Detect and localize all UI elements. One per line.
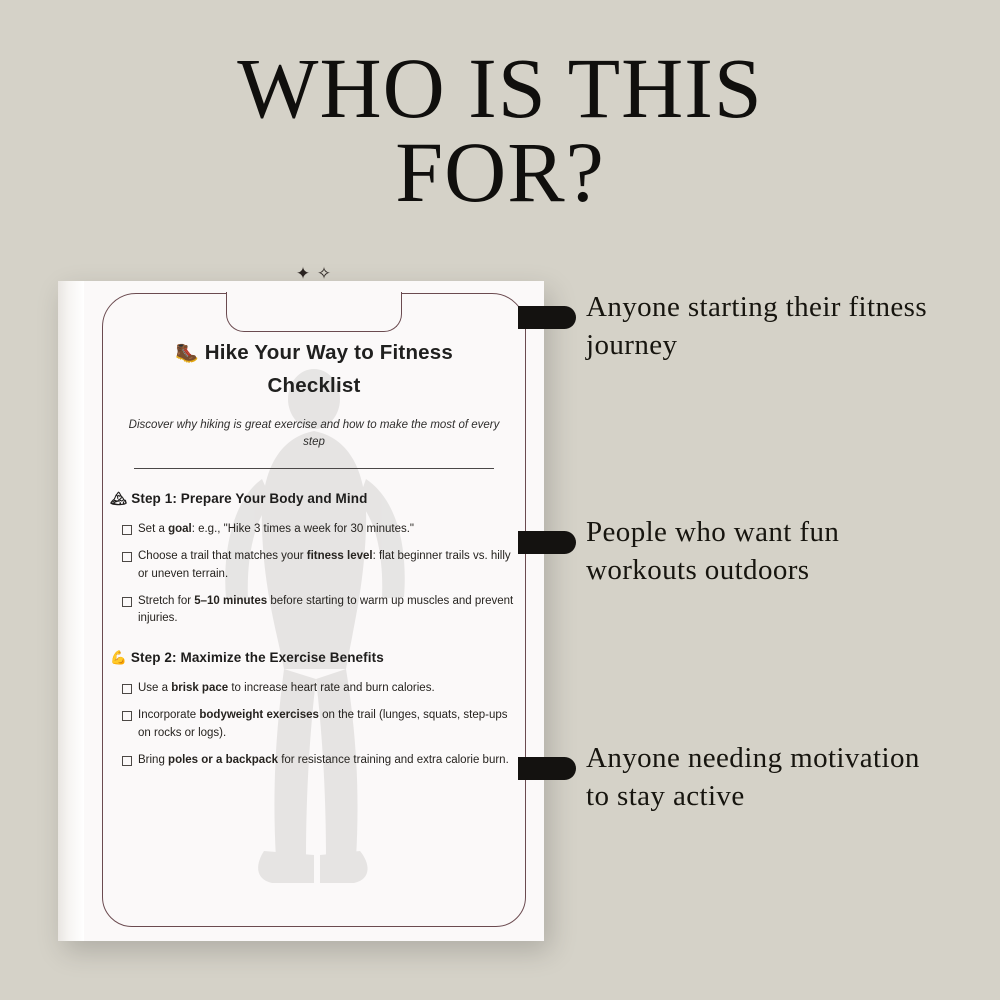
checklist-item[interactable] [110,593,518,629]
page-title-line-1: WHO IS THIS [237,40,763,136]
checklist-book-mockup [58,264,544,941]
checklist-item-text: Choose a trail that matches your fitness level: flat beginner trails vs. hilly or uneven terrain. [138,550,511,580]
page-title [0,40,1000,221]
checkbox-icon[interactable] [122,756,132,766]
hiking-boot-icon: 🥾 [175,343,199,364]
step-heading [110,491,518,507]
callout-connector [518,757,576,780]
checklist-title [110,337,518,403]
flexed-biceps-icon: 💪 [110,650,127,666]
step-heading [110,650,518,666]
checklist-step [110,491,518,628]
checklist-item[interactable] [110,680,518,698]
checklist-step [110,650,518,769]
checklist-item-text: Stretch for 5–10 minutes before starting to warm up muscles and prevent injuries. [138,594,514,625]
book-spine [58,281,85,941]
frame-notch-cover [228,290,401,295]
callout-connector [518,306,576,329]
checkbox-icon[interactable] [122,711,132,721]
checklist-item-text: Use a brisk pace to increase heart rate and burn calories. [138,682,435,695]
callout-text: Anyone starting their fitness journey [586,291,928,362]
checklist-item-text: Incorporate bodyweight exercises on the trail (lunges, squats, step-ups on rocks or logs). [138,709,508,739]
sparkle-icon: ✦ ✧ [295,264,333,283]
checkbox-icon[interactable] [122,525,132,535]
step-items [110,680,518,769]
checklist-item[interactable] [110,548,518,584]
checklist-title-line-1: Hike Your Way to Fitness [204,341,453,364]
checklist-item-text: Set a goal: e.g., "Hike 3 times a week for 30 minutes." [138,523,414,536]
divider [134,468,493,469]
callout-text: People who want fun workouts outdoors [586,516,840,587]
checkbox-icon[interactable] [122,684,132,694]
step-items [110,521,518,628]
mountain-icon: 🏔 [110,491,128,507]
checklist-item[interactable] [110,707,518,743]
checkbox-icon[interactable] [122,552,132,562]
checklist-title-line-2: Checklist [267,373,361,397]
checklist-subtitle: Discover why hiking is great exercise and how to make the most of every step [128,418,500,449]
checklist-item[interactable] [110,752,518,770]
callout-connector [518,531,576,554]
page-title-line-2: FOR? [395,124,605,221]
checklist-item-text: Bring poles or a backpack for resistance training and extra calorie burn. [138,753,509,766]
step-heading-text: Step 1: Prepare Your Body and Mind [131,491,368,507]
step-heading-text: Step 2: Maximize the Exercise Benefits [130,650,384,666]
frame-notch [226,292,402,332]
book-page [84,264,544,941]
callout-text: Anyone needing motivation to stay active [586,742,920,813]
checkbox-icon[interactable] [122,597,132,607]
checklist-item[interactable] [110,521,518,539]
checklist-content [110,337,518,779]
